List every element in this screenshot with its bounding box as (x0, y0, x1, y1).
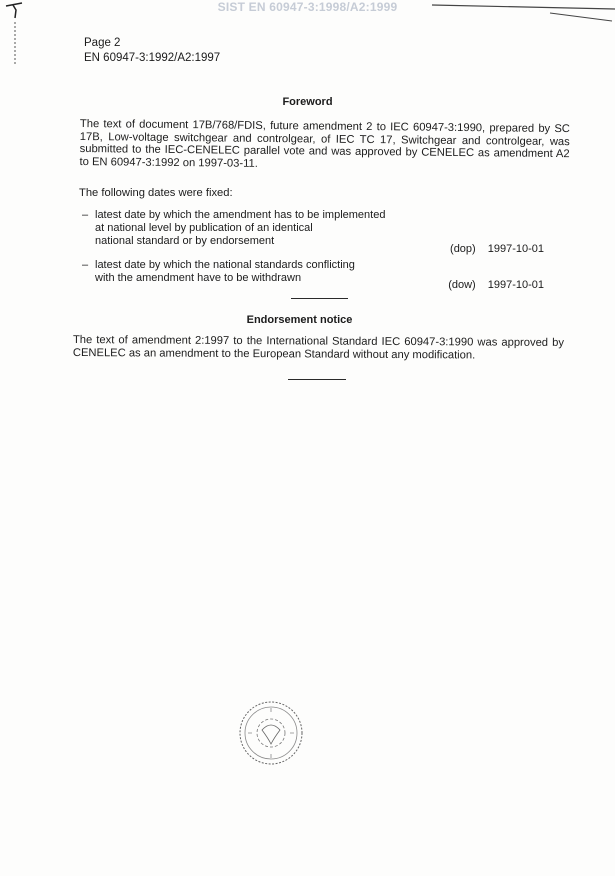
scan-corner-mark-icon (4, 2, 26, 68)
endorsement-heading: Endorsement notice (246, 314, 353, 326)
date-item-dop (82, 209, 552, 255)
list-bullet: – (82, 259, 89, 272)
scan-edge-line-icon (430, 2, 615, 22)
date-code: (dow) (448, 279, 476, 292)
date-item-text-line: with the amendment have to be withdrawn (95, 272, 302, 285)
endorsement-paragraph: The text of amendment 2:1997 to the International Standard IEC 60947-3:1990 was approved by CENELEC as an amendment to the European Standard without any modification. (72, 334, 564, 362)
date-item-text-line: latest date by which the national standards conflicting (95, 259, 355, 272)
date-item-text-line: national standard or by endorsement (95, 234, 275, 247)
foreword-paragraph: The text of document 17B/768/FDIS, future amendment 2 to IEC 60947-3:1990, prepared by SC 17B, Low-voltage switchgear and controlgear, of IEC TC 17, Switchgear and controlgear, was submitted to the IEC-CENELEC parallel vote and was approved by CENELEC as amendment A2 to EN 60947-3:1992 on 1997-03-11. (79, 118, 570, 170)
list-bullet: – (82, 209, 89, 221)
foreword-heading: Foreword (282, 96, 333, 108)
date-value (450, 243, 544, 256)
watermark: SIST EN 60947-3:1998/A2:1999 (217, 0, 398, 14)
dates-list (82, 209, 552, 292)
date-item-dow (82, 259, 552, 292)
date-text: 1997-10-01 (487, 242, 544, 255)
page-number: Page 2 (84, 37, 121, 49)
date-code: (dop) (450, 242, 476, 255)
date-value (448, 279, 544, 292)
standard-reference: EN 60947-3:1992/A2:1997 (84, 52, 221, 64)
section-divider (291, 298, 348, 299)
end-divider (288, 379, 346, 380)
date-text: 1997-10-01 (487, 279, 544, 292)
official-stamp-icon (238, 700, 304, 766)
dates-intro: The following dates were fixed: (79, 187, 233, 199)
date-item-text-line: latest date by which the amendment has to be implemented (95, 209, 386, 221)
date-item-text-line: at national level by publication of an identical (95, 221, 313, 234)
